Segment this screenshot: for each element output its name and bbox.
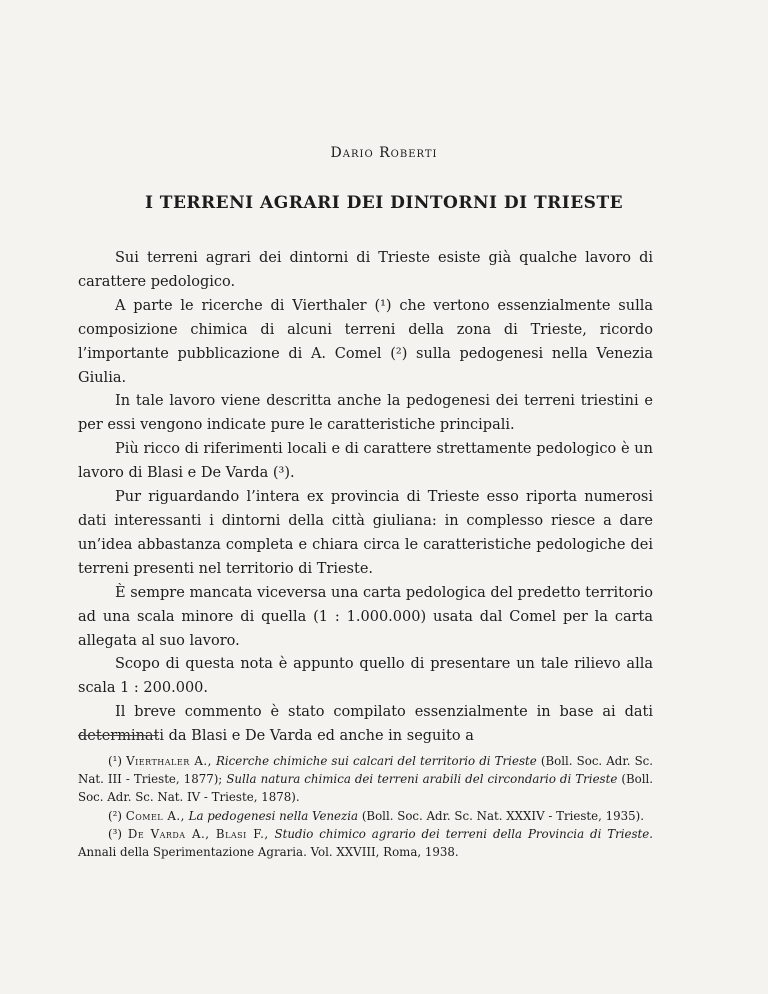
footnote-3 xyxy=(78,825,653,861)
footnote-publication: (Boll. Soc. Adr. Sc. Nat. IV - Trieste, 1878). xyxy=(78,772,654,805)
footnote-publication: (Boll. Soc. Adr. Sc. Nat. III - Trieste, 1877); xyxy=(78,754,654,787)
footnote-mark: (³) xyxy=(108,826,122,841)
footnote-author: Vierthaler A., xyxy=(126,754,212,768)
footnote-title: Sulla natura chimica dei terreni arabili del circondario di Trieste xyxy=(226,772,618,787)
footnote-publication: (Boll. Soc. Adr. Sc. Nat. XXXIV - Trieste, 1935). xyxy=(361,808,644,823)
footnote-title: Studio chimico agrario dei terreni della Provincia di Trieste. xyxy=(274,826,654,841)
footnote-2 xyxy=(78,807,653,825)
footnote-mark: (²) xyxy=(108,808,122,823)
paragraph: Pur riguardando l’intera ex provincia di Trieste esso riporta numerosi dati interessanti i dintorni della città giuliana: in complesso riesce a dare un’idea abbastanza completa e chiara circa le caratteristiche pedologiche dei terreni presenti nel territorio di Trieste. xyxy=(78,489,653,577)
body-text xyxy=(78,247,653,749)
paragraph: È sempre mancata viceversa una carta pedologica del predetto territorio ad una scala minore di quella (1 : 1.000.000) usata dal Comel per la carta allegata al suo lavoro. xyxy=(78,584,653,649)
paragraph: A parte le ricerche di Vierthaler (¹) che vertono essenzialmente sulla composizione chimica di alcuni terreni della zona di Trieste, ricordo l’importante pubblicazione di A. Comel (²) sulla pedogenesi nella Venezia Giulia. xyxy=(78,297,653,386)
footnote-title: Ricerche chimiche sui calcari del territorio di Trieste xyxy=(216,754,537,768)
footnote-publication: Annali della Sperimentazione Agraria. Vol. XXVIII, Roma, 1938. xyxy=(78,845,459,860)
paragraph: Sui terreni agrari dei dintorni di Trieste esiste già qualche lavoro di carattere pedologico. xyxy=(78,250,653,290)
footnote-author: Comel A., xyxy=(125,808,185,823)
footnote-mark: (¹) xyxy=(108,754,122,768)
article-title: I TERRENI AGRARI DEI DINTORNI DI TRIESTE xyxy=(144,193,624,213)
paragraph: In tale lavoro viene descritta anche la pedogenesi dei terreni triestini e per essi vengono indicate pure le caratteristiche principali. xyxy=(78,393,653,434)
footnote-1 xyxy=(78,752,653,807)
footnote-separator xyxy=(78,735,158,736)
footnote-title: La pedogenesi nella Venezia xyxy=(188,808,359,823)
paragraph: Il breve commento è stato compilato essenzialmente in base ai dati determinati da Blasi e De Varda ed anche in seguito a xyxy=(78,704,653,745)
paragraph: Più ricco di riferimenti locali e di carattere strettamente pedologico è un lavoro di Blasi e De Varda (³). xyxy=(78,441,653,482)
author-name: Dario Roberti xyxy=(330,145,438,161)
footnotes xyxy=(78,752,653,861)
paragraph: Scopo di questa nota è appunto quello di presentare un tale rilievo alla scala 1 : 200.000. xyxy=(78,656,653,697)
footnote-author: De Varda A., Blasi F., xyxy=(127,826,269,841)
